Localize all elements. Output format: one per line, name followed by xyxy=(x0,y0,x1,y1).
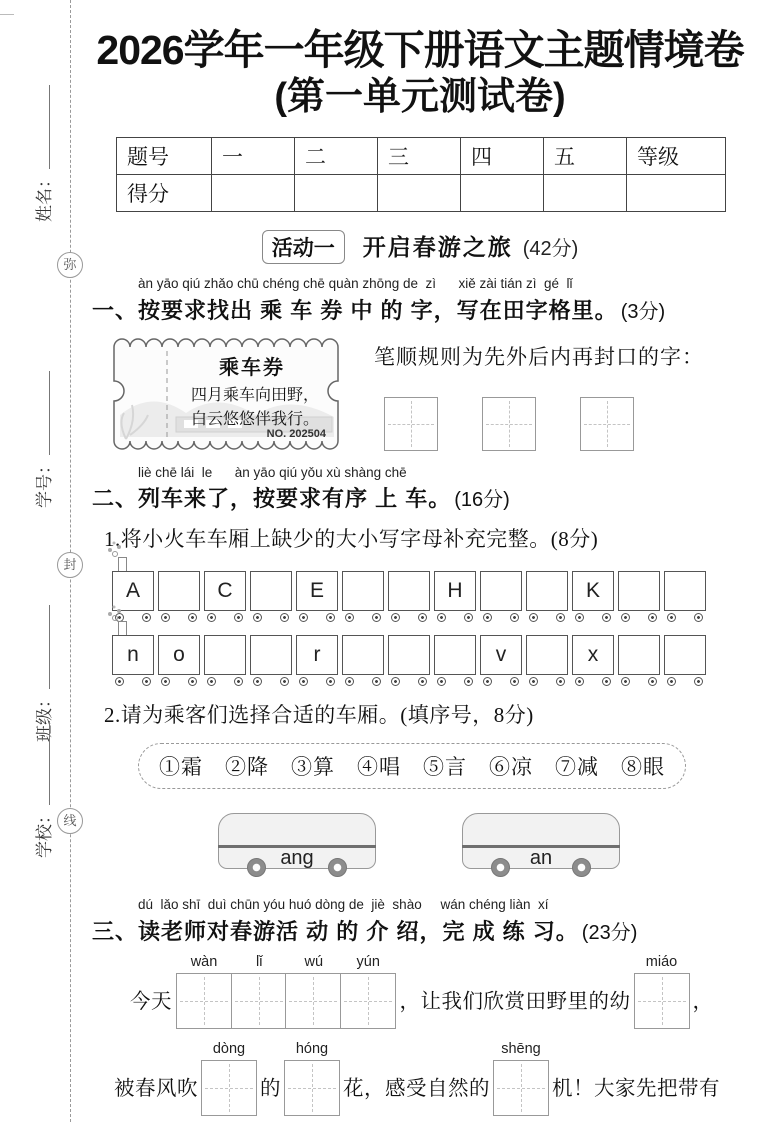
q3-line1-prefix: 今天 xyxy=(130,991,172,1014)
score-cell-empty[interactable] xyxy=(295,174,378,211)
q1-right-column xyxy=(374,335,704,453)
score-cell-empty[interactable] xyxy=(627,174,726,211)
train-car xyxy=(434,571,476,611)
car-letter: n xyxy=(127,643,139,667)
train-car-blank[interactable] xyxy=(388,635,430,675)
grid-column xyxy=(493,1041,549,1116)
train-car-blank[interactable] xyxy=(618,571,660,611)
bus-label: ang xyxy=(280,847,314,870)
q1-body xyxy=(110,335,754,453)
ticket-number: NO. 202504 xyxy=(266,427,326,440)
bus-row xyxy=(218,813,754,885)
q2-score: (16分) xyxy=(454,489,510,512)
q3-text: 三、读老师对春游活 动 的 介 绍，完 成 练 习。 xyxy=(92,919,579,945)
train-car xyxy=(158,635,200,675)
car-letter: v xyxy=(495,643,507,667)
train-car-blank[interactable] xyxy=(342,571,384,611)
q1-score: (3分) xyxy=(620,300,666,323)
q3-question xyxy=(92,915,754,946)
locomotive-chimney-icon xyxy=(118,621,127,636)
q3-fill-line-2 xyxy=(114,1041,754,1116)
ticket-poem-line1: 四月乘车向田野， xyxy=(190,386,319,404)
q2-question xyxy=(92,482,754,513)
train-car-blank[interactable] xyxy=(526,571,568,611)
grid-column xyxy=(287,954,342,1029)
activity-header xyxy=(86,229,754,264)
school-field xyxy=(30,721,55,858)
bus-ang[interactable] xyxy=(218,813,376,869)
q3-grid-group xyxy=(176,954,396,1029)
activity-title: 开启春游之旅 xyxy=(362,233,513,260)
train-car-blank[interactable] xyxy=(250,635,292,675)
train-uppercase xyxy=(112,571,754,611)
q3-line1-mid: ，让我们欣赏田野里的幼 xyxy=(399,991,631,1014)
activity-badge: 活动一 xyxy=(262,230,345,264)
grid-column xyxy=(232,954,287,1029)
score-header-cell: 等级 xyxy=(627,137,726,174)
ticket-poem-line2: 白云悠悠伴我行。 xyxy=(190,410,319,428)
train-car-blank[interactable] xyxy=(480,571,522,611)
school-fill-line[interactable] xyxy=(49,721,50,805)
train-car-blank[interactable] xyxy=(434,635,476,675)
student-id-label: 学号： xyxy=(35,457,54,508)
score-header-cell: 四 xyxy=(461,137,544,174)
q3-fill-line-1 xyxy=(130,954,754,1029)
car-letter: K xyxy=(585,579,600,603)
tianzige-grid[interactable] xyxy=(493,1060,549,1116)
train-car-blank[interactable] xyxy=(664,635,706,675)
class-fill-line[interactable] xyxy=(49,605,50,689)
tianzige-grid[interactable] xyxy=(384,397,438,451)
train-car xyxy=(296,635,338,675)
q3-line2-mid2: 花，感受自然的 xyxy=(343,1078,490,1101)
activity-score: (42分) xyxy=(522,237,579,260)
grid-pinyin: yún xyxy=(356,954,380,971)
seal-char-mi: 弥 xyxy=(57,252,83,278)
score-cell-empty[interactable] xyxy=(461,174,544,211)
score-cell-empty[interactable] xyxy=(212,174,295,211)
tianzige-grid[interactable] xyxy=(231,973,287,1029)
q2-sub1: 1.将小火车车厢上缺少的大小写字母补充完整。(8分) xyxy=(104,527,599,552)
tianzige-grid[interactable] xyxy=(285,973,341,1029)
grid-pinyin: miáo xyxy=(645,954,678,971)
q3-line2-prefix: 被春风吹 xyxy=(114,1078,198,1101)
tianzige-grid[interactable] xyxy=(201,1060,257,1116)
school-label: 学校： xyxy=(35,807,54,858)
train-car-blank[interactable] xyxy=(664,571,706,611)
grid-pinyin: shēng xyxy=(501,1041,541,1058)
grid-pinyin: wú xyxy=(304,954,324,971)
paper-title-line1: 2026学年一年级下册语文主题情境卷 xyxy=(96,27,744,73)
q3-score: (23分) xyxy=(581,922,638,945)
seal-char-feng: 封 xyxy=(57,552,83,578)
train-car xyxy=(480,635,522,675)
paper-content xyxy=(86,0,754,1116)
class-label: 班级： xyxy=(35,691,54,742)
q3-line2-suffix: 机！大家先把带有 xyxy=(552,1078,720,1101)
tianzige-grid[interactable] xyxy=(340,973,396,1029)
tianzige-grid[interactable] xyxy=(580,397,634,451)
q3-line1-suffix: ， xyxy=(692,991,714,1014)
tianzige-grid[interactable] xyxy=(284,1060,340,1116)
q2-sub2: 2.请为乘客们选择合适的车厢。(填序号，8分) xyxy=(104,703,534,728)
train-lowercase xyxy=(112,635,754,675)
student-id-field xyxy=(30,371,55,508)
car-letter: E xyxy=(309,579,324,603)
student-id-fill-line[interactable] xyxy=(49,371,50,455)
car-letter: r xyxy=(313,643,321,667)
q1-answer-grids xyxy=(384,397,704,451)
train-car-blank[interactable] xyxy=(250,571,292,611)
q3-pinyin: dú lǎo shī duì chūn yóu huó dòng de jiè shào wán chéng liàn xí xyxy=(138,897,549,913)
score-cell-empty[interactable] xyxy=(378,174,461,211)
seal-char-xian: 线 xyxy=(57,808,83,834)
character-options-box: ①霜 ②降 ③算 ④唱 ⑤言 ⑥凉 ⑦减 ⑧眼 xyxy=(138,743,686,789)
grid-column xyxy=(201,1041,257,1116)
locomotive-chimney-icon xyxy=(118,557,127,572)
score-header-cell: 五 xyxy=(544,137,627,174)
train-car xyxy=(112,635,154,675)
name-label: 姓名： xyxy=(35,171,54,222)
q1-pinyin: àn yāo qiú zhǎo chū chéng chē quàn zhōng de zì xiě zài tián zì gé lǐ xyxy=(138,275,573,291)
grid-pinyin: dòng xyxy=(212,1041,246,1058)
bus-ticket xyxy=(110,335,342,453)
car-letter: C xyxy=(217,579,233,603)
paper-title-line2: (第一单元测试卷) xyxy=(274,76,566,119)
grid-column xyxy=(634,954,690,1029)
train-car-blank[interactable] xyxy=(204,635,246,675)
tianzige-grid[interactable] xyxy=(634,973,690,1029)
car-letter: x xyxy=(587,643,599,667)
q1-text: 一、按要求找出 乘 车 券 中 的 字，写在田字格里。 xyxy=(92,297,618,323)
score-header-row xyxy=(117,137,726,174)
grid-column xyxy=(341,954,396,1029)
train-car xyxy=(296,571,338,611)
q2-text: 二、列车来了，按要求有序 上 车。 xyxy=(92,486,452,512)
q1-prompt: 笔顺规则为先外后内再封口的字： xyxy=(374,344,704,369)
score-header-cell: 三 xyxy=(378,137,461,174)
q3-line2-mid1: 的 xyxy=(260,1078,281,1101)
name-fill-line[interactable] xyxy=(49,85,50,169)
grid-column xyxy=(176,954,232,1029)
tianzige-grid[interactable] xyxy=(176,973,232,1029)
train-car-blank[interactable] xyxy=(342,635,384,675)
grid-pinyin: wàn xyxy=(190,954,218,971)
tianzige-grid[interactable] xyxy=(482,397,536,451)
q2-pinyin: liè chē lái le àn yāo qiú yǒu xù shàng chē xyxy=(138,464,407,480)
car-letter: o xyxy=(173,643,185,667)
score-value-row xyxy=(117,174,726,211)
score-table xyxy=(116,137,726,212)
train-car xyxy=(572,571,614,611)
grid-column xyxy=(284,1041,340,1116)
grid-pinyin: lǐ xyxy=(256,954,263,971)
q1-question xyxy=(92,294,754,325)
name-field xyxy=(30,85,55,222)
car-letter: A xyxy=(125,579,140,603)
bus-an[interactable] xyxy=(462,813,620,869)
score-header-cell: 二 xyxy=(295,137,378,174)
train-car xyxy=(112,571,154,611)
train-car xyxy=(572,635,614,675)
grid-pinyin: hóng xyxy=(295,1041,329,1058)
corner-crop-mark xyxy=(0,14,14,15)
train-car-blank[interactable] xyxy=(158,571,200,611)
score-header-cell: 一 xyxy=(212,137,295,174)
train-car-blank[interactable] xyxy=(388,571,430,611)
train-car xyxy=(204,571,246,611)
score-cell-empty[interactable] xyxy=(544,174,627,211)
score-header-cell: 题号 xyxy=(117,137,212,174)
train-car-blank[interactable] xyxy=(618,635,660,675)
train-car-blank[interactable] xyxy=(526,635,568,675)
ticket-title: 乘车券 xyxy=(219,356,285,379)
car-letter: H xyxy=(447,579,463,603)
bus-label: an xyxy=(529,847,553,870)
score-row-label: 得分 xyxy=(117,174,212,211)
